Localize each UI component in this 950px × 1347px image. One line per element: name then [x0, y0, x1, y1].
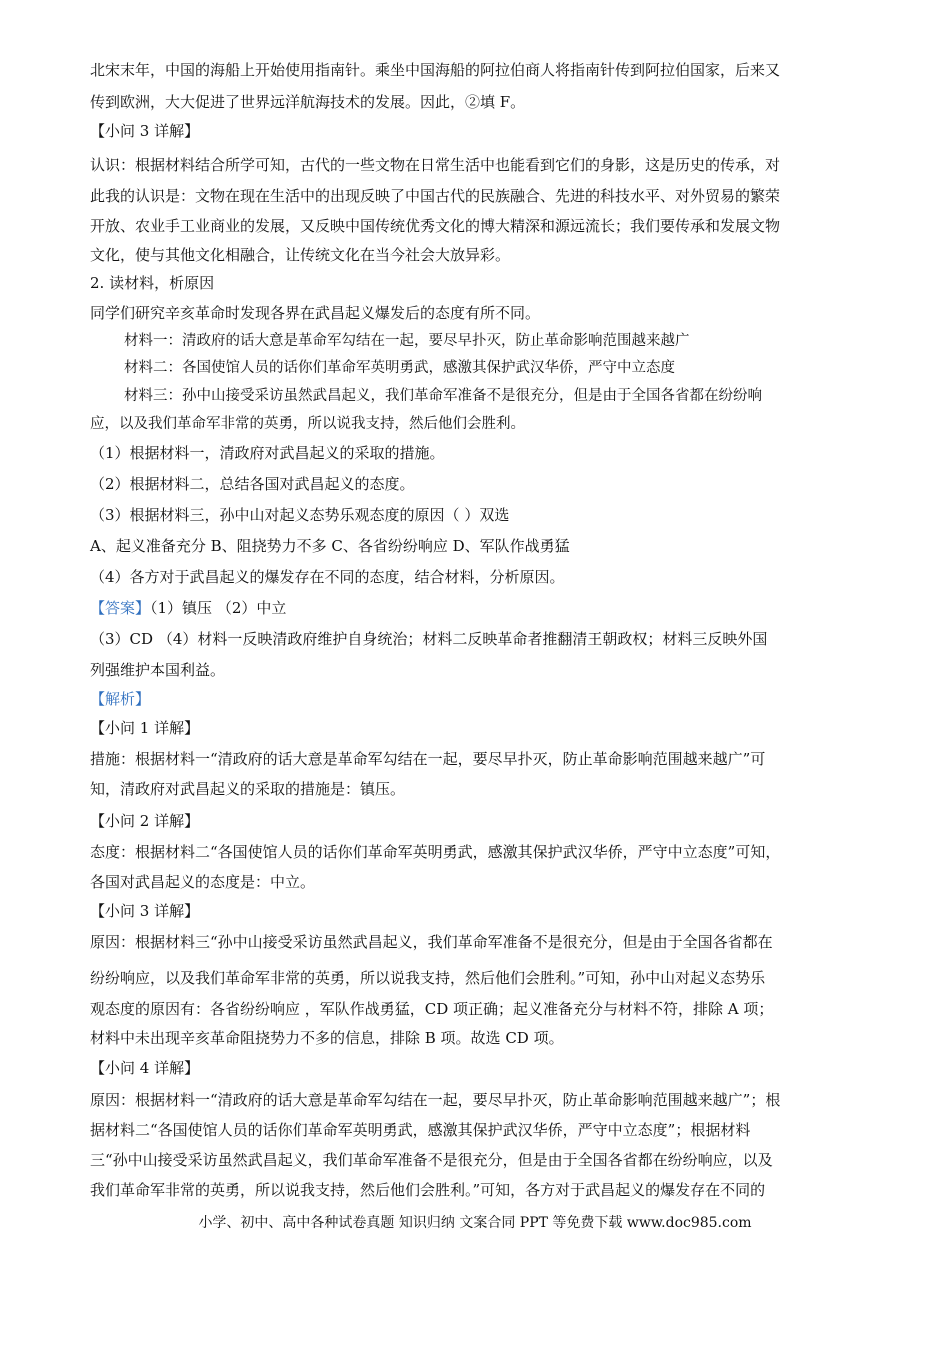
text-line	[90, 999, 880, 1019]
text-line	[90, 718, 880, 738]
line-text: 材料中未出现辛亥革命阻挠势力不多的信息，排除 B 项。故选 CD 项。	[90, 1029, 564, 1047]
line-text: 各国对武昌起义的态度是：中立。	[90, 873, 316, 891]
text-line	[90, 273, 880, 293]
line-text: 原因：根据材料三“孙中山接受采访虽然武昌起义，我们革命军准备不是很充分，但是由于全国各省都在	[90, 933, 773, 951]
line-text: 态度：根据材料二“各国使馆人员的话你们革命军英明勇武，感激其保护武汉华侨，严守中立态度”可知，	[90, 843, 781, 861]
line-text: （1）根据材料一，清政府对武昌起义的采取的措施。	[90, 444, 445, 462]
line-text: （4）各方对于武昌起义的爆发存在不同的态度，结合材料，分析原因。	[90, 568, 565, 586]
text-line	[90, 60, 880, 80]
text-line	[90, 1120, 880, 1140]
section-tag: 【答案】	[90, 599, 151, 617]
line-text: 2. 读材料，析原因	[90, 274, 215, 292]
line-text: 【小问 3 详解】	[90, 902, 200, 920]
page-footer: 小学、初中、高中各种试卷真题 知识归纳 文案合同 PPT 等免费下载 www.doc985.com	[198, 1215, 752, 1231]
line-text: 开放、农业手工业商业的发展，又反映中国传统优秀文化的博大精深和源远流长；我们要传承和发展文物	[90, 217, 781, 235]
answer-line	[90, 689, 880, 709]
text-line	[90, 303, 880, 323]
text-line	[90, 1180, 880, 1200]
line-text: （3）根据材料三，孙中山对起义态势乐观态度的原因（ ）双选	[90, 506, 510, 524]
text-line	[124, 386, 914, 406]
line-text: 认识：根据材料结合所学可知，古代的一些文物在日常生活中也能看到它们的身影，这是历史的传承，对	[90, 156, 781, 174]
section-tag: 【解析】	[90, 690, 151, 708]
line-text: 三“孙中山接受采访虽然武昌起义，我们革命军准备不是很充分，但是由于全国各省都在纷纷响应，以及	[90, 1151, 773, 1169]
text-line	[124, 358, 914, 378]
text-line	[90, 842, 880, 862]
line-text: 原因：根据材料一“清政府的话大意是革命军勾结在一起，要尽早扑灭，防止革命影响范围越来越广”；根	[90, 1091, 781, 1109]
text-line	[124, 331, 914, 351]
line-text: 此我的认识是：文物在现在生活中的出现反映了中国古代的民族融合、先进的科技水平、对外贸易的繁荣	[90, 187, 781, 205]
text-line	[90, 414, 880, 434]
line-text: A、起义准备充分 B、阻挠势力不多 C、各省纷纷响应 D、军队作战勇猛	[90, 537, 570, 555]
line-text: 观态度的原因有：各省纷纷响应 ，军队作战勇猛，CD 项正确；起义准备充分与材料不符，排除 A 项；	[90, 1000, 774, 1018]
text-line	[90, 1090, 880, 1110]
text-line	[90, 155, 880, 175]
line-text: 同学们研究辛亥革命时发现各界在武昌起义爆发后的态度有所不同。	[90, 304, 541, 322]
text-line	[90, 443, 880, 463]
text-line	[90, 1150, 880, 1170]
text-line	[90, 660, 880, 680]
text-line	[90, 567, 880, 587]
line-text: （3）CD （4）材料一反映清政府维护自身统治；材料二反映革命者推翻清王朝政权；材料三反映外国	[90, 630, 768, 648]
text-line	[90, 629, 880, 649]
line-text: 列强维护本国利益。	[90, 661, 226, 679]
text-line	[90, 811, 880, 831]
text-line	[90, 216, 880, 236]
line-text: 据材料二“各国使馆人员的话你们革命军英明勇武，感激其保护武汉华侨，严守中立态度”；根据材料	[90, 1121, 751, 1139]
line-text: 知，清政府对武昌起义的采取的措施是：镇压。	[90, 780, 406, 798]
text-line	[90, 92, 880, 112]
text-line	[90, 1058, 880, 1078]
line-text: 【小问 1 详解】	[90, 719, 200, 737]
text-line	[90, 121, 880, 141]
text-line	[90, 872, 880, 892]
line-text: 【小问 2 详解】	[90, 812, 200, 830]
line-text: 文化，使与其他文化相融合，让传统文化在当今社会大放异彩。	[90, 246, 511, 264]
text-line	[90, 474, 880, 494]
text-line	[90, 1028, 880, 1048]
line-text: 应，以及我们革命军非常的英勇，所以说我支持，然后他们会胜利。	[90, 416, 525, 432]
line-text: 【小问 4 详解】	[90, 1059, 200, 1077]
line-text: 传到欧洲，大大促进了世界远洋航海技术的发展。因此，②填 F。	[90, 93, 526, 111]
text-line	[90, 536, 880, 556]
text-line	[90, 968, 880, 988]
line-text: 材料三：孙中山接受采访虽然武昌起义，我们革命军准备不是很充分，但是由于全国各省都在纷纷响	[124, 388, 762, 404]
text-line	[90, 505, 880, 525]
line-text: 北宋末年，中国的海船上开始使用指南针。乘坐中国海船的阿拉伯商人将指南针传到阿拉伯国家，后来又	[90, 61, 781, 79]
answer-line	[90, 598, 880, 618]
line-text: 措施：根据材料一“清政府的话大意是革命军勾结在一起，要尽早扑灭，防止革命影响范围越来越广”可	[90, 750, 766, 768]
text-line	[90, 779, 880, 799]
line-text: 材料二：各国使馆人员的话你们革命军英明勇武，感激其保护武汉华侨，严守中立态度	[124, 360, 675, 376]
text-line	[90, 186, 880, 206]
line-text: （2）根据材料二，总结各国对武昌起义的态度。	[90, 475, 415, 493]
line-text: 纷纷响应，以及我们革命军非常的英勇，所以说我支持，然后他们会胜利。”可知，孙中山对起义态势乐	[90, 969, 766, 987]
text-line	[90, 932, 880, 952]
line-text: 材料一：清政府的话大意是革命军勾结在一起，要尽早扑灭，防止革命影响范围越来越广	[124, 333, 690, 349]
text-line	[90, 245, 880, 265]
line-text: （1）镇压 （2）中立	[150, 599, 287, 617]
text-line	[90, 901, 880, 921]
text-line	[90, 749, 880, 769]
line-text: 【小问 3 详解】	[90, 122, 200, 140]
line-text: 我们革命军非常的英勇，所以说我支持，然后他们会胜利。”可知，各方对于武昌起义的爆发存在不同的	[90, 1181, 766, 1199]
